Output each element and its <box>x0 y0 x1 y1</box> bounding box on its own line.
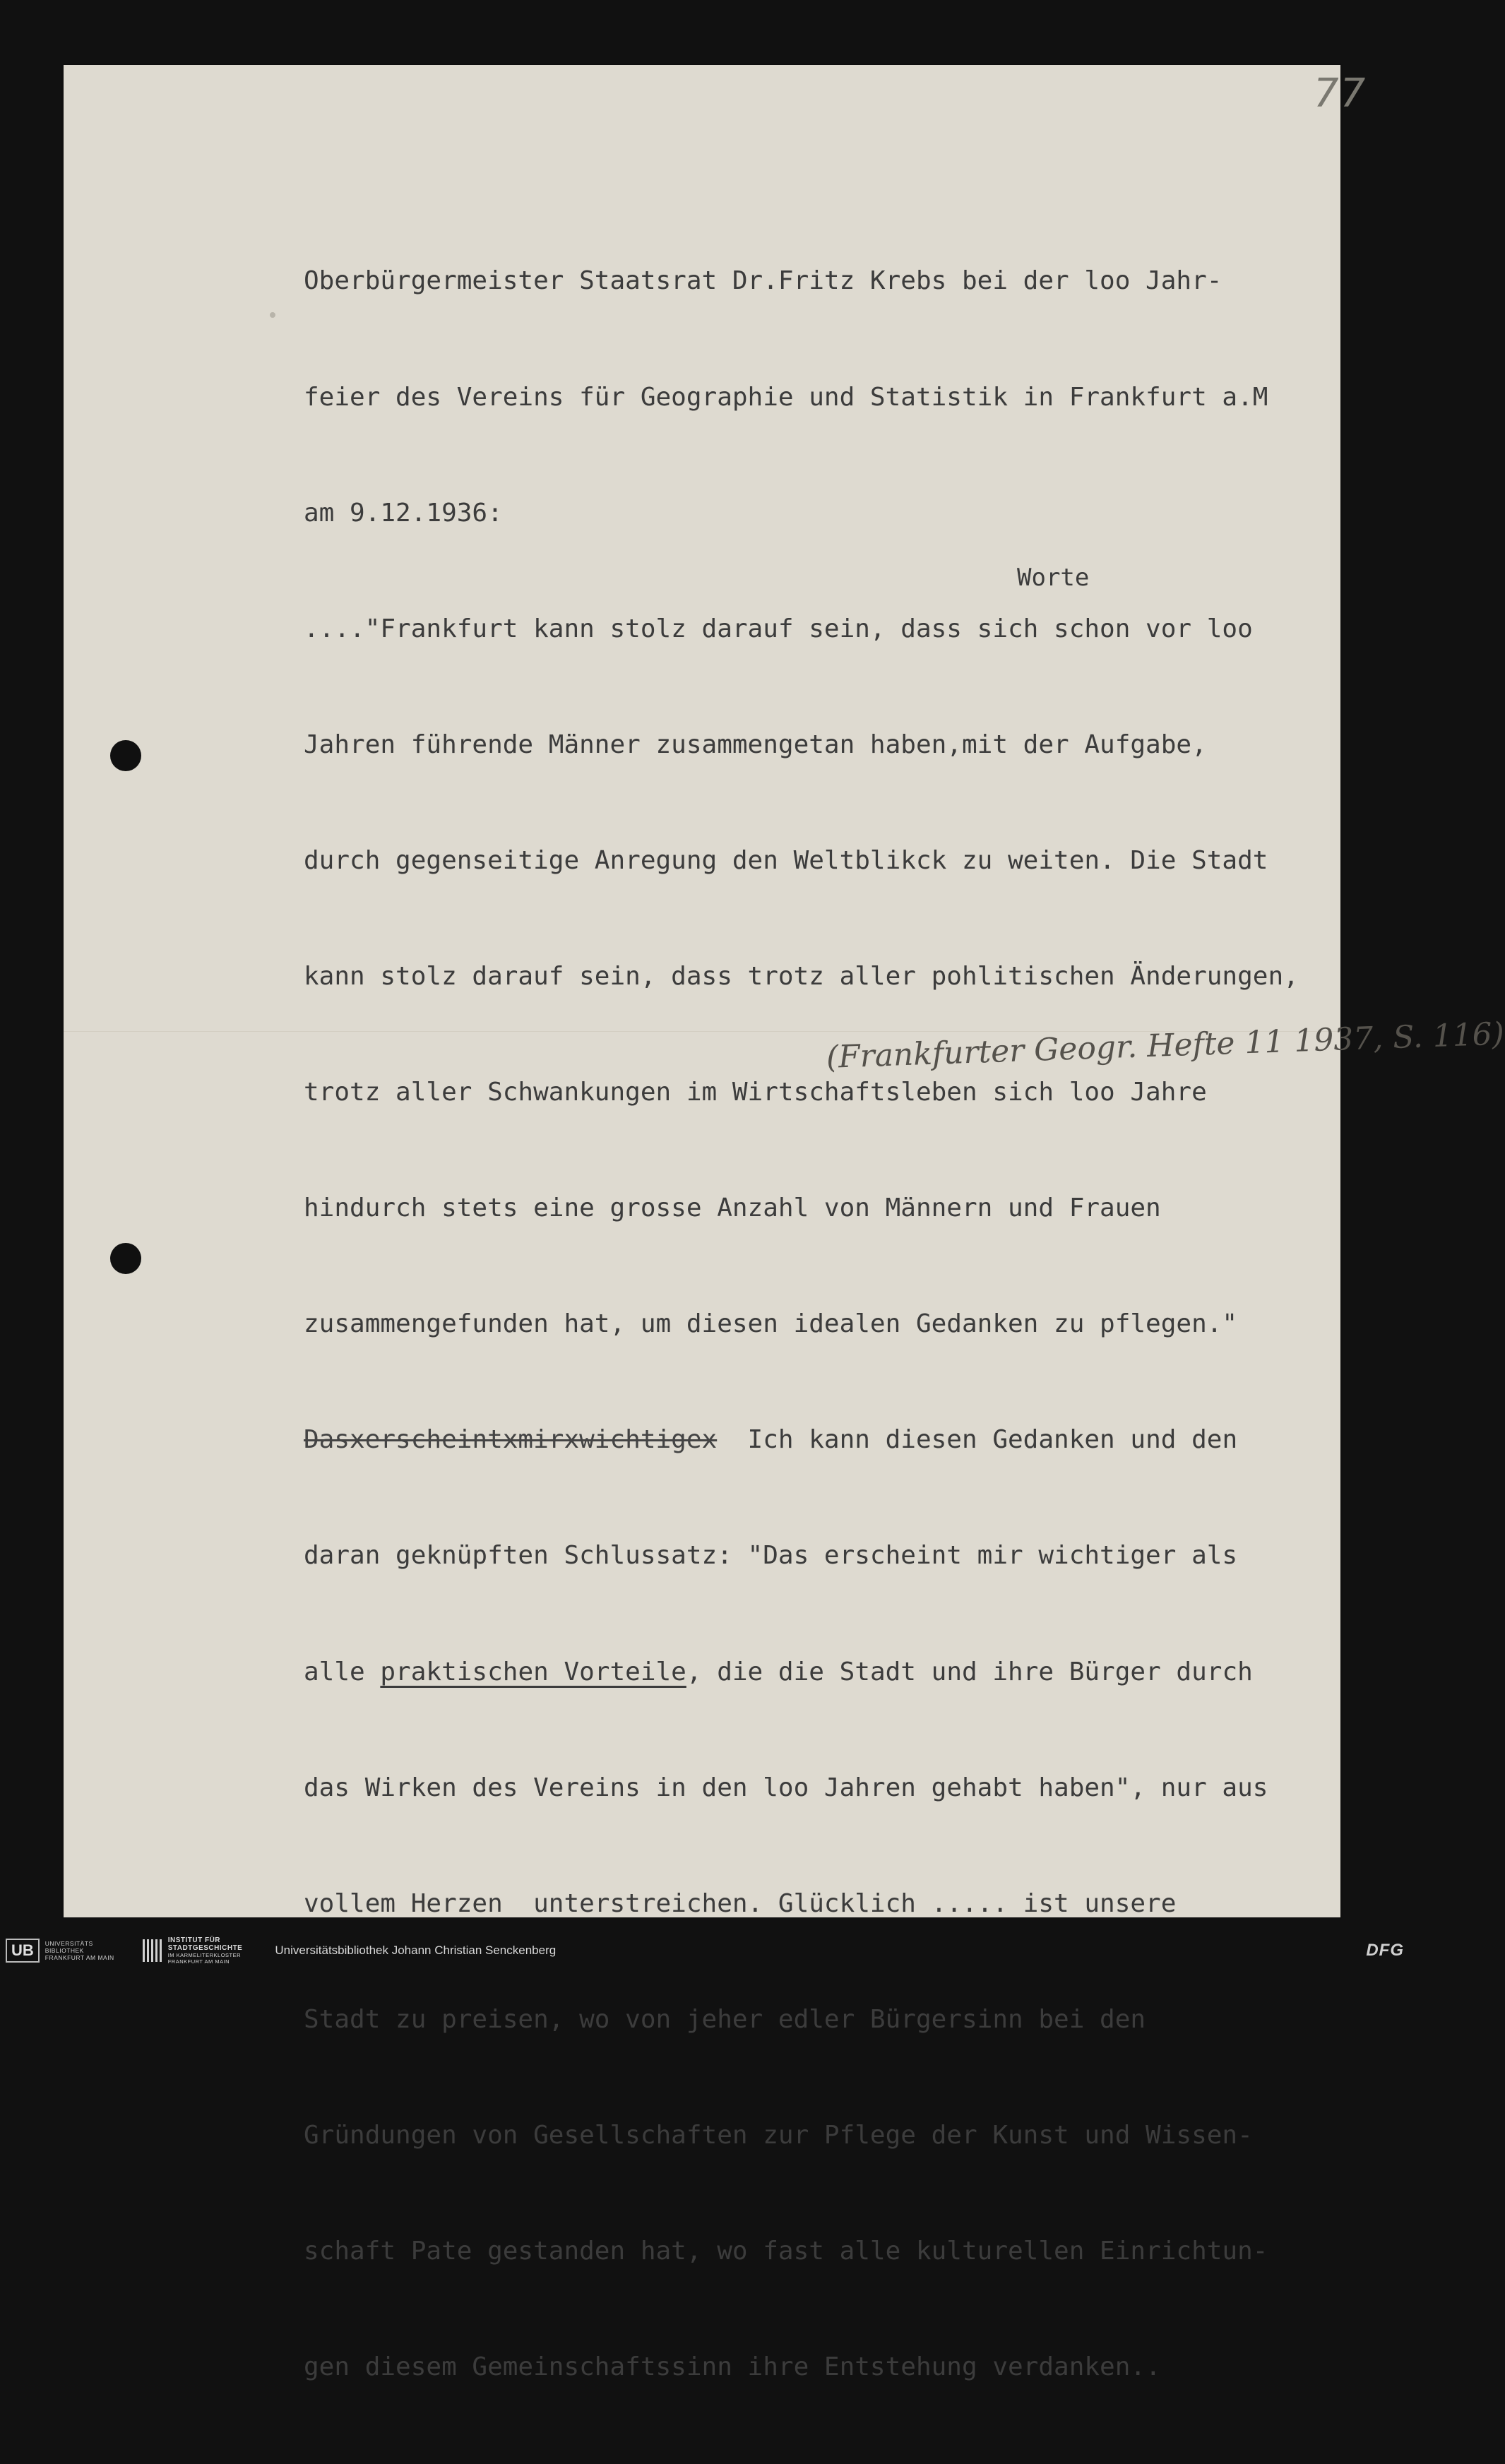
underlined-text: praktischen Vorteile <box>380 1657 686 1686</box>
ub-logo[interactable] <box>6 1939 114 1963</box>
library-name: Universitätsbibliothek Johann Christian Senckenberg <box>275 1944 557 1957</box>
text-line: feier des Vereins für Geographie und Statistik in Frankfurt a.M <box>304 382 1268 412</box>
isg-logo-icon <box>143 1939 162 1962</box>
text-line: Gründungen von Gesellschaften zur Pflege der Kunst und Wissen- <box>304 2120 1253 2150</box>
punch-hole-top <box>110 740 141 771</box>
struck-out-text: Dasxerscheintxmirxwichtigex <box>304 1425 718 1455</box>
text-line: am 9.12.1936: <box>304 498 503 528</box>
isg-logo[interactable] <box>143 1936 243 1965</box>
text-line: Oberbürgermeister Staatsrat Dr.Fritz Krebs bei der loo Jahr- <box>304 266 1223 296</box>
text-line: daran geknüpften Schlussatz: "Das erscheint mir wichtiger als <box>304 1541 1238 1571</box>
handwritten-citation: (Frankfurter Geogr. Hefte 11 1937, S. 116) <box>826 1016 1505 1076</box>
ub-logo-text <box>45 1940 114 1961</box>
margin-mark <box>270 312 275 318</box>
text-line: gen diesem Gemeinschaftssinn ihre Entstehung verdanken.. <box>304 2352 1161 2382</box>
ub-text-line: BIBLIOTHEK <box>44 1947 84 1954</box>
isg-text-line: INSTITUT FÜR <box>167 1936 221 1944</box>
text-line-with-underline <box>304 1653 1405 1692</box>
page-number: 77 <box>1314 71 1367 117</box>
punch-hole-bottom <box>110 1243 141 1274</box>
ub-text-line: FRANKFURT AM MAIN <box>44 1954 114 1961</box>
text-segment: Ich kann diesen Gedanken und den <box>717 1425 1238 1455</box>
typed-text-body <box>304 185 1405 2464</box>
isg-text-line: IM KARMELITERKLOSTER <box>167 1952 242 1958</box>
text-line: ...."Frankfurt kann stolz darauf sein, dass sich schon vor loo <box>304 614 1253 643</box>
inserted-correction: Worte <box>1017 564 1090 592</box>
text-line: das Wirken des Vereins in den loo Jahren gehabt haben", nur aus <box>304 1773 1268 1802</box>
text-line: schaft Pate gestanden hat, wo fast alle kulturellen Einrichtun- <box>304 2237 1268 2266</box>
text-line: Stadt zu preisen, wo von jeher edler Bürgersinn bei den <box>304 2004 1146 2034</box>
text-line: zusammengefunden hat, um diesen idealen Gedanken zu pflegen." <box>304 1309 1238 1339</box>
footer-bar <box>0 1935 1412 1966</box>
text-line: Jahren führende Männer zusammengetan haben,mit der Aufgabe, <box>304 730 1207 759</box>
text-segment: , die die Stadt und ihre Bürger durch <box>686 1657 1253 1686</box>
ub-text-line: UNIVERSITÄTS <box>44 1940 93 1947</box>
text-line: trotz aller Schwankungen im Wirtschaftsleben sich loo Jahre <box>304 1078 1207 1107</box>
text-segment: alle <box>304 1657 381 1686</box>
isg-text-line: STADTGESCHICHTE <box>167 1944 243 1952</box>
dfg-logo[interactable]: DFG <box>1366 1941 1404 1960</box>
isg-logo-text <box>168 1936 243 1965</box>
text-line: durch gegenseitige Anregung den Weltblikck zu weiten. Die Stadt <box>304 845 1268 875</box>
ub-logo-mark: UB <box>6 1939 40 1963</box>
isg-text-line: FRANKFURT AM MAIN <box>167 1958 230 1965</box>
text-line: hindurch stets eine grosse Anzahl von Männern und Frauen <box>304 1194 1161 1223</box>
text-line: vollem Herzen unterstreichen. Glücklich ..... ist unsere <box>304 1888 1177 1918</box>
text-line-with-strikeout <box>304 1421 1405 1460</box>
text-line: kann stolz darauf sein, dass trotz aller pohlitischen Änderungen, <box>304 961 1299 991</box>
